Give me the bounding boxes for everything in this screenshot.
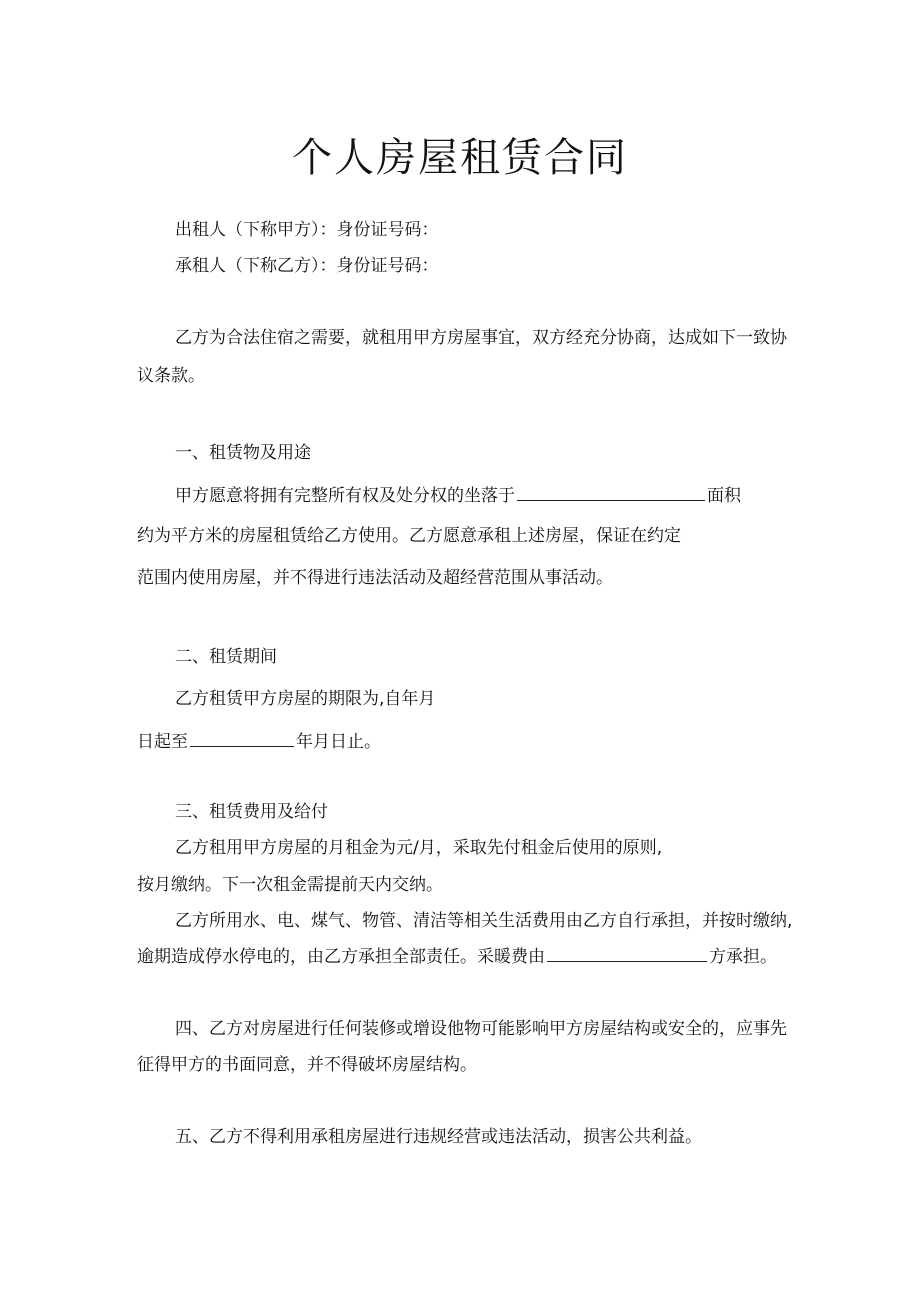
lessor-line: 出租人（下称甲方）：身份证号码： xyxy=(175,220,439,240)
section3-line-4 xyxy=(137,945,777,969)
section1-line-3: 范围内使用房屋，并不得进行违法活动及超经营范围从事活动。 xyxy=(137,568,613,588)
end-date-blank xyxy=(190,730,294,747)
preamble-line-2: 议条款。 xyxy=(137,366,205,386)
section3-line-2: 按月缴纳。下一次租金需提前天内交纳。 xyxy=(137,875,443,895)
section3-line-4-suffix: 方承担。 xyxy=(709,947,777,967)
section3-heading: 三、租赁费用及给付 xyxy=(175,802,328,822)
section1-line-2: 约为平方米的房屋租赁给乙方使用。乙方愿意承租上述房屋，保证在约定 xyxy=(137,526,681,546)
section2-line-2-text: 日起至 xyxy=(137,732,188,752)
section2-line-2-suffix: 年月日止。 xyxy=(296,732,381,752)
section3-line-3: 乙方所用水、电、煤气、物管、清洁等相关生活费用由乙方自行承担，并按时缴纳, xyxy=(175,911,793,931)
section3-line-1: 乙方租用甲方房屋的月租金为元/月，采取先付租金后使用的原则, xyxy=(175,838,663,858)
lessee-line: 承租人（下称乙方）：身份证号码： xyxy=(175,256,439,276)
section1-line-1-text: 甲方愿意将拥有完整所有权及处分权的坐落于 xyxy=(175,486,515,506)
section2-line-2 xyxy=(137,730,381,754)
section3-line-4-text: 逾期造成停水停电的，由乙方承担全部责任。采暖费由 xyxy=(137,947,545,967)
preamble-line-1: 乙方为合法住宿之需要，就租用甲方房屋事宜，双方经充分协商，达成如下一致协 xyxy=(175,328,787,348)
document-title: 个人房屋租赁合同 xyxy=(292,135,628,181)
section4-line-2: 征得甲方的书面同意，并不得破坏房屋结构。 xyxy=(137,1055,477,1075)
section1-line-1 xyxy=(175,484,741,508)
section4-line-1: 四、乙方对房屋进行任何装修或增设他物可能影响甲方房屋结构或安全的，应事先 xyxy=(175,1019,787,1039)
section1-line-1-suffix: 面积 xyxy=(707,486,741,506)
location-blank xyxy=(517,484,705,501)
section1-heading: 一、租赁物及用途 xyxy=(175,443,311,463)
section2-line-1: 乙方租赁甲方房屋的期限为,自年月 xyxy=(175,689,436,709)
heating-blank xyxy=(547,945,707,962)
section2-heading: 二、租赁期间 xyxy=(175,647,277,667)
section5-line: 五、乙方不得利用承租房屋进行违规经营或违法活动，损害公共利益。 xyxy=(175,1127,702,1147)
